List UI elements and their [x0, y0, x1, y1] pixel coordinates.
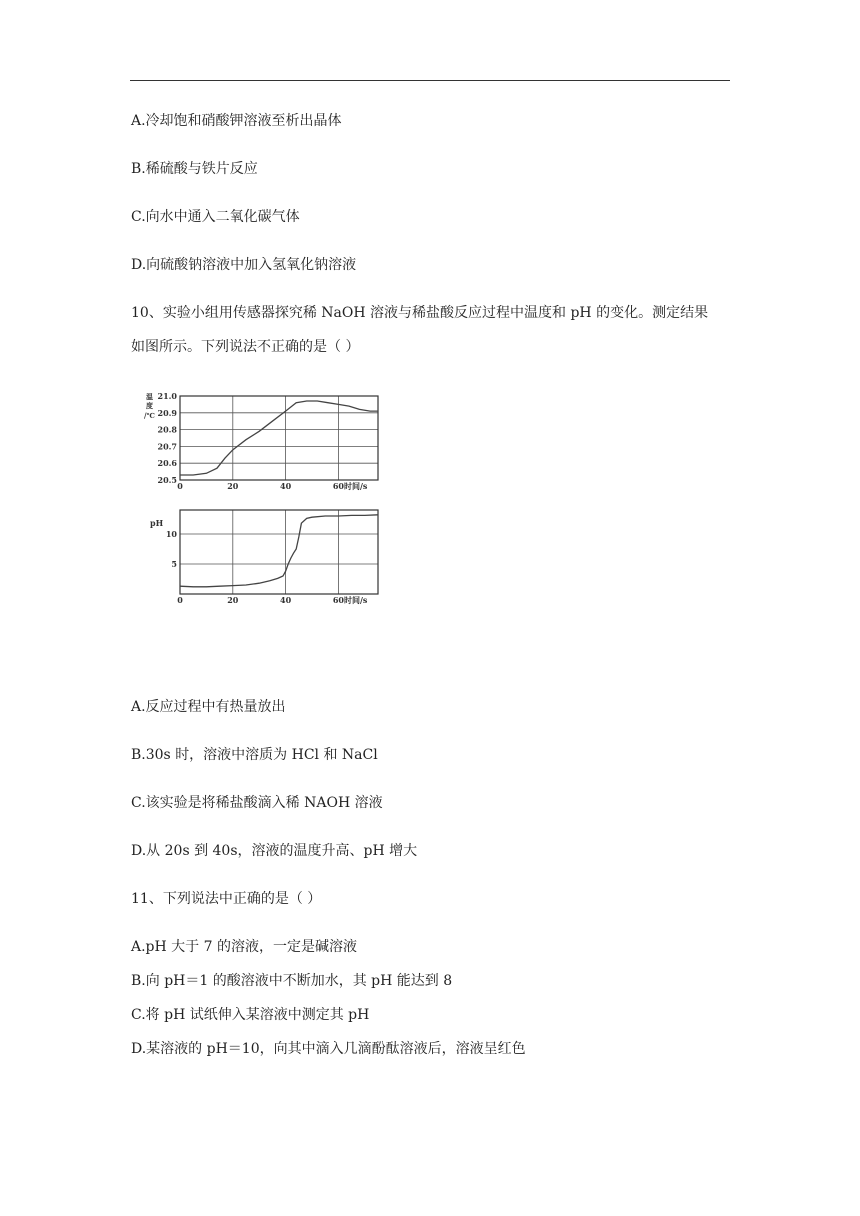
y-tick-label: 20.5	[157, 475, 177, 485]
x-tick-label: 40	[280, 595, 292, 605]
ph-xlabel: 时间/s	[344, 595, 368, 605]
x-tick-label: 60	[332, 481, 344, 491]
x-tick-label: 20	[227, 595, 239, 605]
y-tick-label: 20.9	[157, 407, 177, 418]
plot-frame	[180, 396, 378, 480]
temp-ylabel-1: 温	[146, 392, 153, 401]
q10-option-b: B.30s 时，溶液中溶质为 HCl 和 NaCl	[131, 747, 378, 763]
temperature-chart-svg	[142, 388, 392, 498]
q10-option-c: C.该实验是将稀盐酸滴入稀 NAOH 溶液	[131, 795, 383, 811]
x-tick-label: 60	[332, 595, 344, 605]
q11-option-a: A.pH 大于 7 的溶液，一定是碱溶液	[131, 939, 357, 955]
x-tick-label: 0	[177, 481, 183, 491]
q10-stem-line2: 如图所示。下列说法不正确的是（ ）	[131, 339, 360, 355]
temp-ylabel-2: 度	[146, 401, 153, 410]
q10-option-d: D.从 20s 到 40s，溶液的温度升高、pH 增大	[131, 843, 418, 859]
q9-option-c: C.向水中通入二氧化碳气体	[131, 209, 300, 225]
header-rule	[130, 80, 730, 81]
y-tick-label: 5	[171, 559, 177, 569]
q9-option-d: D.向硫酸钠溶液中加入氢氧化钠溶液	[131, 257, 357, 273]
y-tick-label: 20.8	[157, 424, 177, 435]
q11-option-b: B.向 pH＝1 的酸溶液中不断加水，其 pH 能达到 8	[131, 973, 453, 989]
y-tick-label: 21.0	[157, 391, 177, 401]
ph-ylabel: pH	[150, 518, 164, 528]
temperature-curve	[180, 401, 378, 475]
x-tick-label: 40	[280, 481, 292, 491]
q10-stem-line1: 10、实验小组用传感器探究稀 NaOH 溶液与稀盐酸反应过程中温度和 pH 的变化。测定结果	[131, 305, 709, 321]
y-tick-label: 20.6	[157, 458, 177, 469]
x-tick-label: 0	[177, 595, 183, 605]
q9-option-b: B.稀硫酸与铁片反应	[131, 161, 258, 177]
ph-chart	[142, 502, 392, 616]
q9-option-a: A.冷却饱和硝酸钾溶液至析出晶体	[131, 113, 342, 129]
q10-option-a: A.反应过程中有热量放出	[131, 699, 286, 715]
temp-xlabel: 时间/s	[344, 481, 368, 491]
q11-option-d: D.某溶液的 pH＝10，向其中滴入几滴酚酞溶液后，溶液呈红色	[131, 1041, 526, 1057]
temperature-chart	[142, 388, 392, 502]
plot-frame	[180, 510, 378, 594]
temp-ylabel-3: /℃	[144, 411, 155, 420]
y-tick-label: 20.7	[157, 441, 177, 452]
x-tick-label: 20	[227, 481, 239, 491]
y-tick-label: 10	[165, 529, 177, 539]
q11-stem: 11、下列说法中正确的是（ ）	[131, 891, 322, 907]
ph-chart-svg	[142, 502, 392, 612]
ph-curve	[180, 515, 378, 587]
q11-option-c: C.将 pH 试纸伸入某溶液中测定其 pH	[131, 1007, 370, 1023]
